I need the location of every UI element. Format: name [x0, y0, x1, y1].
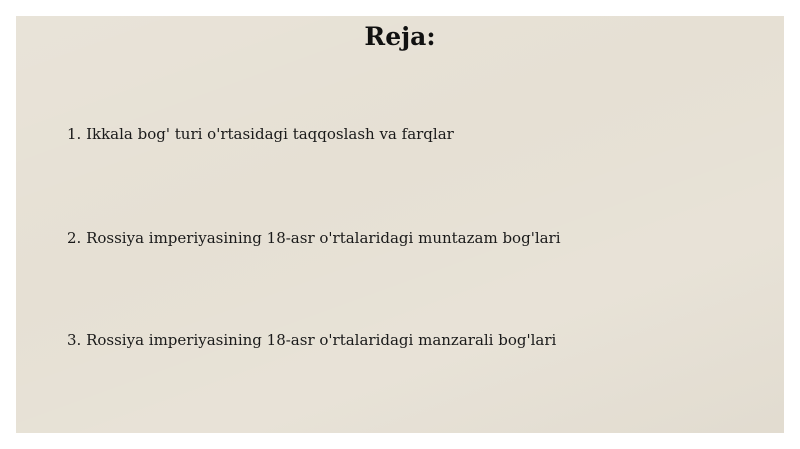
slide-title: Reja: — [364, 22, 436, 51]
plan-item-1: 1. Ikkala bog' turi o'rtasidagi taqqoslash va farqlar — [67, 125, 454, 143]
plan-item-3: 3. Rossiya imperiyasining 18-asr o'rtalaridagi manzarali bog'lari — [67, 331, 557, 349]
plan-item-2: 2. Rossiya imperiyasining 18-asr o'rtalaridagi muntazam bog'lari — [67, 229, 561, 247]
slide — [16, 16, 784, 433]
